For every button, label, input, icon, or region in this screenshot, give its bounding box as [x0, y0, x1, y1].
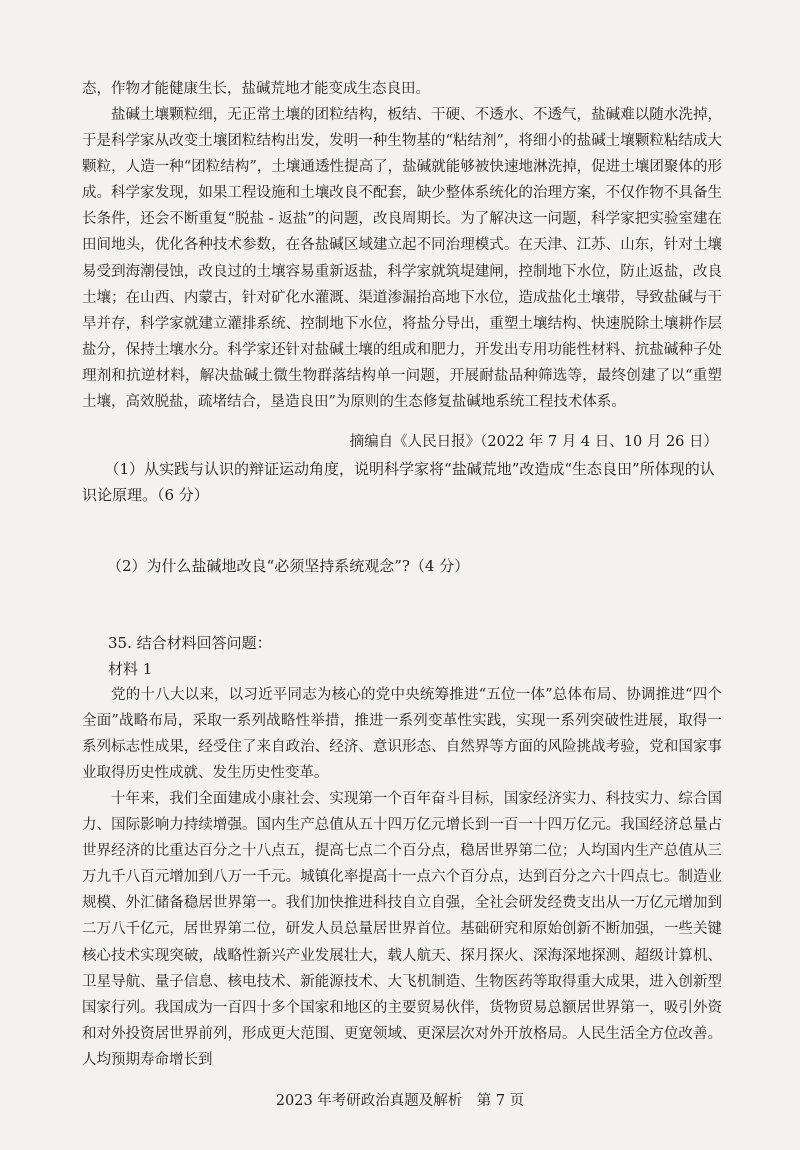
paragraph-continuation: 态，作物才能健康生长，盐碱荒地才能变成生态良田。	[82, 81, 430, 97]
material-1-paragraph-2: 十年来，我们全面建成小康社会、实现第一个百年奋斗目标，国家经济实力、科技实力、综合国力、国际影响力持续增强。国内生产总值从五十四万亿元增长到一百一十四万亿元。我国经济总量占世界经济的比重达百分之十八点五，提高七点二个百分点，稳居世界第二位；人均国内生产总值从三万九千八百元增加到八万一千元。城镇化率提高十一点六个百分点，达到百分之六十四点七。制造业规模、外汇储备稳居世界第一。我们加快推进科技自立自强，全社会研发经费支出从一万亿元增加到二万八千亿元，居世界第二位，研发人员总量居世界首位。基础研究和原始创新不断加强，一些关键核心技术实现突破，战略性新兴产业发展壮大，载人航天、探月探火、深海深地探测、超级计算机、卫星导航、量子信息、核电技术、新能源技术、大飞机制造、生物医药等取得重大成果，进入创新型国家行列。我国成为一百四十多个国家和地区的主要贸易伙伴，货物贸易总额居世界第一，吸引外资和对外投资居世界前列，形成更大范围、更宽领域、更深层次对外开放格局。人民生活全方位改善。人均预期寿命增长到	[82, 791, 722, 1068]
material-1-label: 材料 1	[108, 660, 153, 678]
question-2: （2）为什么盐碱地改良“必须坚持系统观念”?（4 分）	[107, 557, 470, 575]
material-1-paragraph-1: 党的十八大以来，以习近平同志为核心的党中央统筹推进“五位一体”总体布局、协调推进“四个全面”战略布局，采取一系列战略性举措，推进一系列变革性实践，实现一系列突破性进展，取得一系列标志性成果，经受住了来自政治、经济、意识形态、自然界等方面的风险挑战考验，党和国家事业取得历史性成就、发生历史性变革。	[82, 687, 722, 782]
page-footer: 2023 年考研政治真题及解析 第 7 页	[275, 1093, 525, 1109]
source-citation: 摘编自《人民日报》（2022 年 7 月 4 日、10 月 26 日）	[349, 434, 718, 450]
question-35-heading: 35. 结合材料回答问题：	[108, 634, 272, 652]
paragraph-saline-soil: 盐碱土壤颗粒细，无正常土壤的团粒结构，板结、干硬、不透水、不透气，盐碱难以随水洗掉，于是科学家从改变土壤团粒结构出发，发明一种生物基的“粘结剂”，将细小的盐碱土壤颗粒粘结成大颗粒，人造一种“团粒结构”，土壤通透性提高了，盐碱就能够被快速地淋洗掉，促进土壤团聚体的形成。科学家发现，如果工程设施和土壤改良不配套，缺少整体系统化的治理方案，不仅作物不具备生长条件，还会不断重复“脱盐 - 返盐”的问题，改良周期长。为了解决这一问题，科学家把实验室建在田间地头，优化各种技术参数，在各盐碱区域建立起不同治理模式。在天津、江苏、山东，针对土壤易受到海潮侵蚀，改良过的土壤容易重新返盐，科学家就筑堤建闸，控制地下水位，防止返盐，改良土壤；在山西、内蒙古，针对矿化水灌溉、渠道渗漏抬高地下水位，造成盐化土壤带，导致盐碱与干旱并存，科学家就建立灌排系统、控制地下水位，将盐分导出，重塑土壤结构、快速脱除土壤耕作层盐分，保持土壤水分。科学家还针对盐碱土壤的组成和肥力，开发出专用功能性材料、抗盐碱种子处理剂和抗逆材料，解决盐碱土微生物群落结构单一问题，开展耐盐品种筛选等，最终创建了以“重塑土壤，高效脱盐，疏堵结合，垦造良田”为原则的生态修复盐碱地系统工程技术体系。	[82, 107, 722, 411]
question-1: （1）从实践与认识的辩证运动角度，说明科学家将“盐碱荒地”改造成“生态良田”所体现的认识论原理。（6 分）	[82, 460, 715, 504]
